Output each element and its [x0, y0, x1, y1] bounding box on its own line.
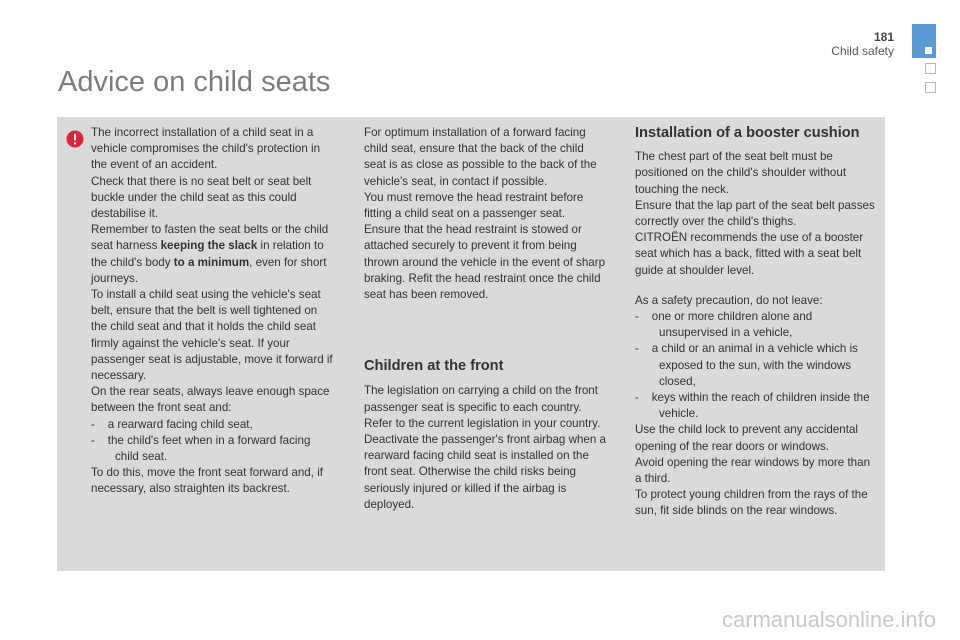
paragraph: Avoid opening the rear windows by more than a third.	[635, 455, 871, 486]
page-title: Advice on child seats	[58, 66, 331, 98]
section-tab-icon	[925, 63, 936, 74]
paragraph: As a safety precaution, do not leave:	[635, 293, 823, 307]
warning-icon	[66, 130, 84, 148]
emphasis-text: keeping the slack	[160, 239, 258, 253]
section-name: Child safety	[831, 44, 894, 58]
list-item: - the child's feet when in a forward facing child seat.	[91, 433, 311, 464]
text-run: , even for short journeys.	[91, 255, 327, 285]
column-right	[635, 125, 879, 520]
section-tab-active	[912, 24, 936, 58]
paragraph: You must remove the head restraint before fitting a child seat on a passenger seat.	[364, 190, 584, 221]
text-run: in relation to the child's body	[91, 239, 324, 269]
paragraph: To install a child seat using the vehicle's seat belt, ensure that the belt is well tightened on the child seat and that it holds the child seat firmly against the vehicle's seat. If your passenger seat is adjustable, move it forward if necessary.	[91, 288, 333, 383]
text-run: Remember to fasten the seat belts or the child seat harness	[91, 223, 329, 253]
list-item: - keys within the reach of children inside the vehicle.	[635, 391, 870, 421]
paragraph: The legislation on carrying a child on the front passenger seat is specific to each country.	[364, 384, 598, 414]
paragraph: CITROËN recommends the use of a booster seat which has a back, fitted with a seat belt guide at shoulder level.	[635, 231, 864, 277]
paragraph: Ensure that the lap part of the seat belt passes correctly over the child's thighs.	[635, 198, 875, 229]
emphasis-text: to a minimum	[173, 255, 250, 269]
column-middle	[364, 125, 608, 513]
list-item: - a rearward facing child seat,	[91, 417, 253, 431]
list-item: - one or more children alone and unsupervised in a vehicle,	[635, 310, 813, 340]
paragraph: To protect young children from the rays of the sun, fit side blinds on the rear windows.	[635, 488, 868, 518]
paragraph: The chest part of the seat belt must be positioned on the child's shoulder without touching the neck.	[635, 150, 847, 196]
paragraph: Refer to the current legislation in your country.	[364, 416, 601, 430]
watermark: carmanualsonline.info	[721, 607, 936, 632]
column-left	[91, 125, 335, 498]
tab-marker-icon	[925, 47, 932, 54]
paragraph: Deactivate the passenger's front airbag when a rearward facing child seat is installed on the front seat. Otherwise the child risks being seriously injured or killed if the airbag is deployed.	[364, 433, 606, 511]
paragraph: Ensure that the head restraint is stowed or attached securely to prevent it from being thrown around the vehicle in the event of sharp braking. Refit the head restraint once the child seat has been removed.	[364, 223, 606, 302]
section-tab-icon	[925, 82, 936, 93]
section-heading: Installation of a booster cushion	[635, 125, 860, 141]
paragraph: To do this, move the front seat forward and, if necessary, also straighten its backrest.	[91, 466, 323, 496]
paragraph: Use the child lock to prevent any accidental opening of the rear doors or windows.	[635, 423, 858, 453]
paragraph: Check that there is no seat belt or seat belt buckle under the child seat as this could destabilise it.	[91, 174, 312, 221]
section-heading: Children at the front	[364, 358, 504, 375]
page-number: 181	[873, 30, 894, 44]
paragraph: On the rear seats, always leave enough space between the front seat and:	[91, 385, 330, 415]
paragraph	[91, 222, 335, 287]
paragraph: The incorrect installation of a child seat in a vehicle compromises the child's protection in the event of an accident.	[91, 126, 321, 172]
paragraph: For optimum installation of a forward facing child seat, ensure that the back of the child seat is as close as possible to the back of the vehicle's seat, in contact if possible.	[364, 126, 597, 188]
list-item: - a child or an animal in a vehicle which is exposed to the sun, with the windows closed,	[635, 342, 858, 388]
